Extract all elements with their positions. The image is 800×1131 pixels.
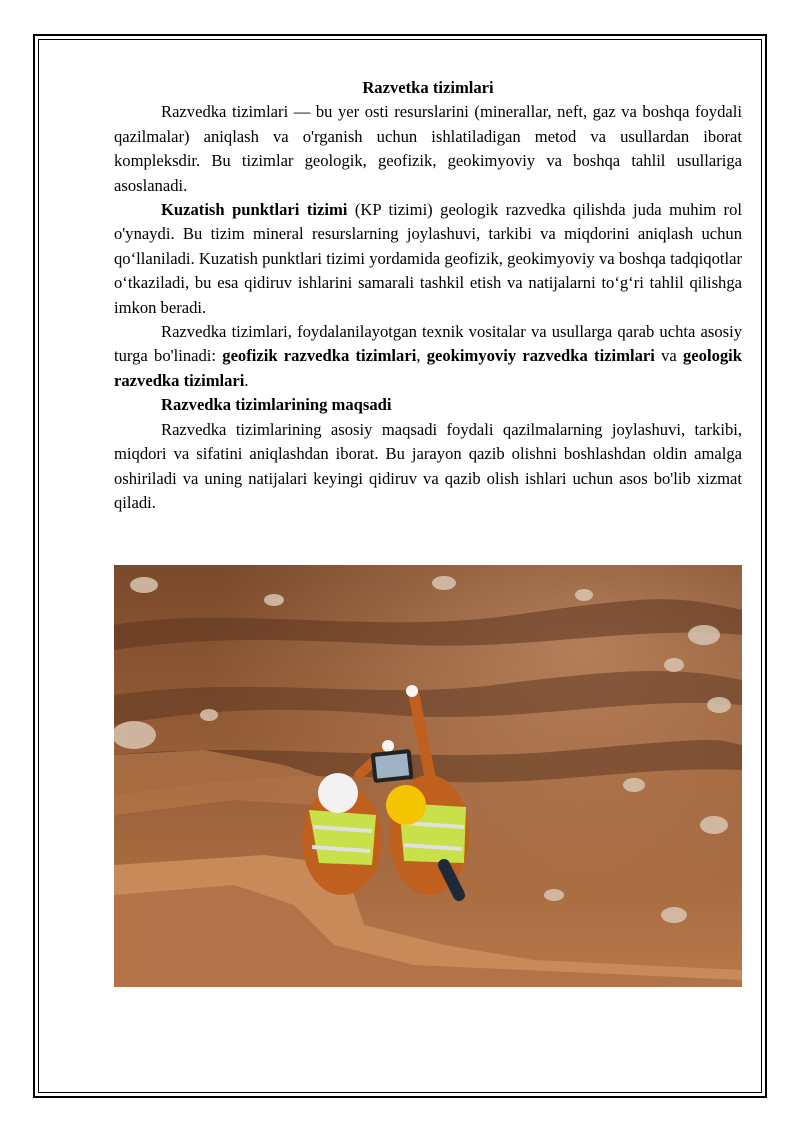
paragraph-intro: Razvedka tizimlari — bu yer osti resurslarini (minerallar, neft, gaz va boshqa foydali qazilmalar) aniqlash va o'rganish uchun ishlatiladigan metod va usullardan iborat kompleksdir. Bu tizimlar geologik, geofizik, geokimyoviy va boshqa tahlil usullariga asoslanadi.	[114, 102, 742, 195]
separator-and: va	[654, 346, 683, 366]
paragraph-types	[114, 320, 742, 393]
term-kp-system: Kuzatish punktlari tizimi	[161, 200, 348, 220]
section-heading-purpose: Razvedka tizimlarining maqsadi	[161, 395, 392, 415]
separator-period: .	[244, 370, 249, 390]
term-geophysical: geofizik razvedka tizimlari	[222, 346, 417, 366]
paragraph-kp-system	[114, 198, 742, 320]
paragraph-purpose: Razvedka tizimlarining asosiy maqsadi foydali qazilmalarning joylashuvi, tarkibi, miqdori va sifatini aniqlashdan iborat. Bu jarayon qazib olishni boshlashdan oldin amalga oshiriladi va uning natijalari keyingi qidiruv va qazib olish ishlari uchun asos bo'lib xizmat qiladi.	[114, 419, 742, 512]
paragraph-types-text: Razvedka tizimlari, foydalanilayotgan texnik vositalar va usullarga qarab uchta asosiy turga bo'linadi:	[114, 322, 742, 366]
separator-comma: ,	[416, 346, 427, 366]
term-geological: geologik razvedka tizimlari	[114, 346, 743, 390]
document-title: Razvetka tizimlari	[362, 78, 494, 97]
excavation-photo	[114, 565, 742, 987]
paragraph-kp-system-text: (KP tizimi) geologik razvedka qilishda juda muhim rol o'ynaydi. Bu tizim mineral resurslarning joylashuvi, tarkibi va miqdorini aniqlash uchun qo‘llaniladi. Kuzatish punktlari tizimi yordamida geofizik, geokimyoviy va boshqa tadqiqotlar o‘tkaziladi, bu esa qidiruv ishlarini samarali tashkil etish va natijalarni to‘g‘ri tahlil qilishga imkon beradi.	[114, 200, 742, 317]
term-geochemical: geokimyoviy razvedka tizimlari	[426, 346, 655, 366]
document-body	[114, 76, 742, 515]
